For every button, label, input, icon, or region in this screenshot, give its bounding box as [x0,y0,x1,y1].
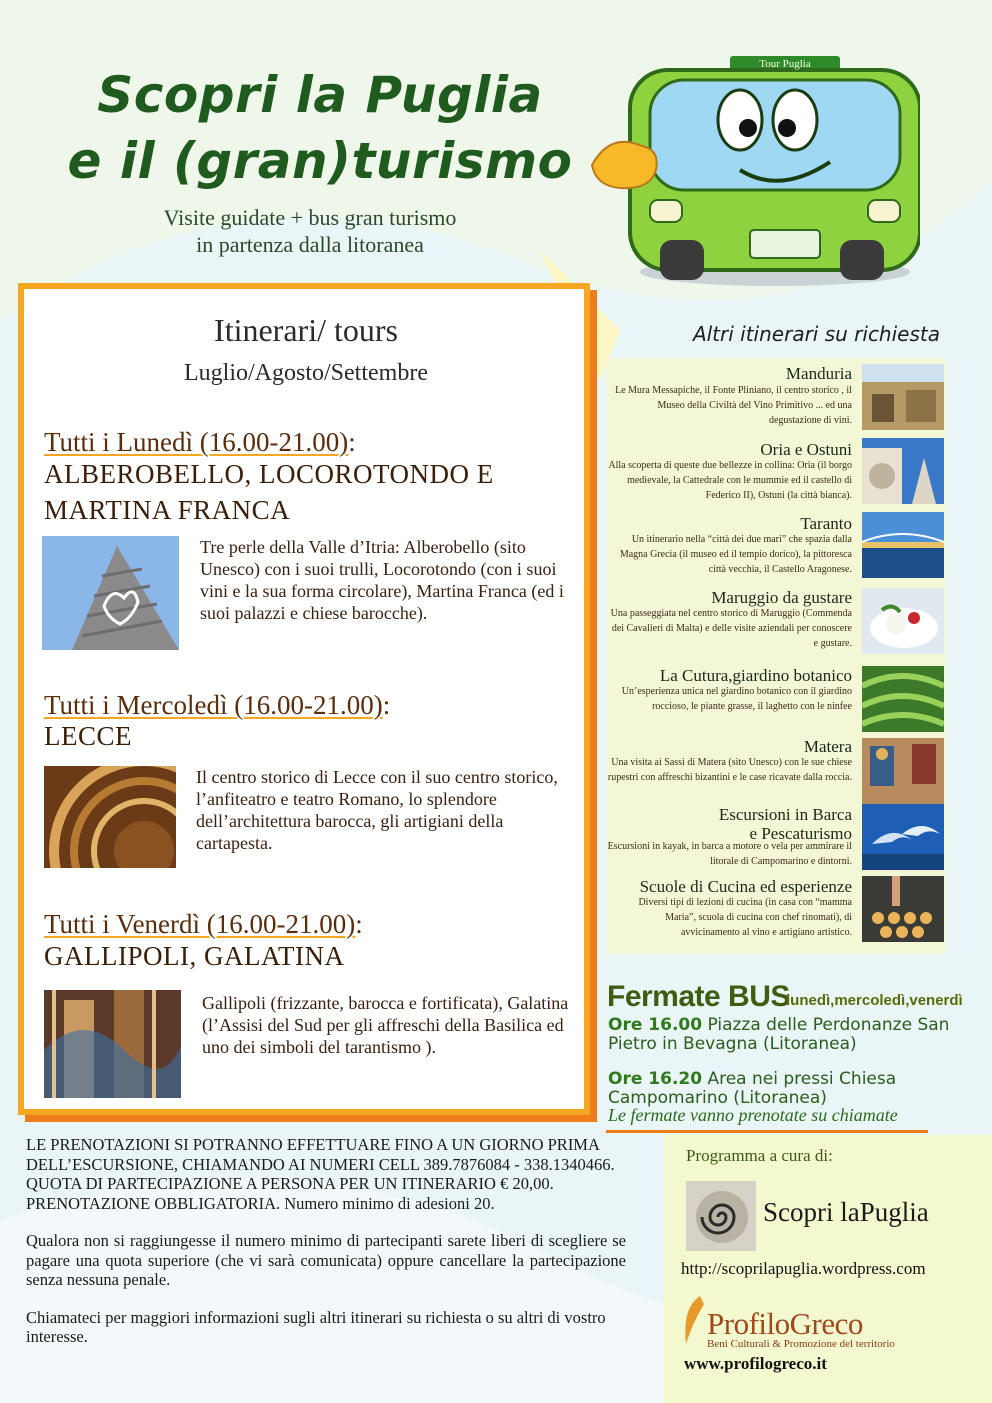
cooking-photo [862,876,944,942]
bus-stop-entry: Ore 16.00 Piazza delle Perdonanze San Pietro in Bevagna (Litoranea) [608,1015,950,1054]
itinerary-title: Taranto [800,514,852,533]
tour-description: Il centro storico di Lecce con il suo centro storico, l’anfiteatro e teatro Romano, lo splendore dell’architettura barocca, gli artigiani della cartapesta. [196,767,558,853]
poster-subtitle: Visite guidate + bus gran turismo in partenza dalla litoranea [163,205,457,257]
tour-description: Tre perle della Valle d’Itria: Alberobello (sito Unesco) con i suoi trulli, Locorotondo (con i suoi vini e la sua forma circolare), Martina Franca (ed i suoi palazzi e chiese barocche). [200,537,564,623]
galatina-basilica-photo [44,990,181,1098]
booking-minimum-note: Qualora non si raggiungesse il numero minimo di partecipanti sarete liberi di scegliere se pagare una quota superiore (che vi sarà comunicata) oppure cancellare la partecipazione senza nessuna penale. [26,1231,626,1289]
itinerary-description: Una passeggiata nel centro storico di Maruggio (Commenda dei Cavalieri di Malta) e delle visite aziendali per conoscere e gustare. [610,608,852,649]
manduria-photo [862,364,944,430]
itinerary-title: Maruggio da gustare [711,588,852,607]
brand-name: Scopri laPuglia [763,1197,929,1227]
matera-fresco-photo [862,738,944,804]
itinerary-description: Diversi tipi di lezioni di cucina (in casa con “mamma Maria”, scuola di cucina con chef rinomati), di avvicinamento al vino e artigiano artistico. [638,897,852,938]
itinerary-description: Alla scoperta di queste due bellezze in collina: Oria (il borgo medievale, la Cattedrale con le mummie ed il castello di Federico II), Ostuni (la città bianca). [608,460,852,501]
tours-months: Luglio/Agosto/Settembre [184,360,428,386]
divider [606,1130,928,1133]
tour-day-heading: Tutti i Venerdì (16.00-21.00): [44,909,363,939]
partner-tagline: Beni Culturali & Promozione del territorio [707,1338,895,1350]
taranto-photo [862,512,944,578]
booking-mandatory: PRENOTAZIONE OBBLIGATORIA. Numero minimo di adesioni 20. [26,1193,495,1213]
tour-destination: LECCE [44,721,132,751]
tours-title: Itinerari/ tours [214,312,398,348]
poster-title: Scopri la Puglia e il (gran)turismo [67,66,573,190]
itinerary-title: Scuole di Cucina ed esperienze [639,877,852,896]
tour-description: Gallipoli (frizzante, barocca e fortificata), Galatina (l’Assisi del Sud per gli affreschi della Basilica ed uno dei simboli del tarantismo ). [202,993,569,1057]
booking-contact-note: Chiamateci per maggiori informazioni sugli altri itinerari su richiesta o su altri di vostro interesse. [26,1307,606,1346]
brand-url[interactable]: http://scoprilapuglia.wordpress.com [681,1259,926,1278]
itinerary-description: Una visita ai Sassi di Matera (sito Unesco) con le sue chiese rupestri con affreschi bizantini e le case ricavate dalla roccia. [607,757,852,783]
trullo-photo [42,536,179,650]
cartoon-bus-illustration [590,50,920,290]
bus-stops-title: Fermate BUS [607,980,790,1013]
itinerary-description: Un itinerario nella “città dei due mari” che spazia dalla Magna Grecia (il museo ed il tempio dorico), la pittoresca città vecchia, il Castello Aragonese. [619,534,852,575]
booking-info [26,1135,626,1365]
bus-stops-days: lunedì,mercoledì,venerdì [786,992,963,1009]
credits-label: Programma a cura di: [686,1146,833,1165]
itinerary-description: Escursioni in kayak, in barca a motore o vela per ammirare il litorale di Campomarino e dintorni. [607,841,852,867]
itinerary-title: Escursioni in Barca e Pescaturismo [718,805,852,843]
maruggio-food-photo [862,588,944,654]
partner-name: ProfiloGreco [707,1306,863,1341]
spiral-logo-icon [686,1181,756,1251]
tour-destination: ALBEROBELLO, LOCOROTONDO E MARTINA FRANCA [44,459,494,525]
itinerary-title: La Cutura,giardino botanico [659,666,852,685]
partner-url[interactable]: www.profilogreco.it [684,1354,827,1373]
lecce-baroque-photo [44,766,176,868]
bus-stop-entry: Ore 16.20 Area nei pressi Chiesa Campomarino (Litoranea) [608,1069,897,1108]
garden-photo [862,666,944,732]
tour-day-heading: Tutti i Mercoledì (16.00-21.00): [44,690,391,720]
bus-sign: Tour Puglia [759,58,811,70]
booking-conditions: LE PRENOTAZIONI SI POTRANNO EFFETTUARE FINO A UN GIORNO PRIMA DELL’ESCURSIONE, CHIAMANDO AI NUMERI CELL 389.7876084 - 338.1340466. QUOTA DI PARTECIPAZIONE A PERSONA PER UN ITINERARIO € 20,00. [26,1135,615,1193]
itinerary-title: Oria e Ostuni [760,440,852,459]
bus-stops-note: Le fermate vanno prenotate su chiamate [608,1105,898,1125]
itinerary-title: Matera [803,737,852,756]
oria-ostuni-photo [862,438,944,504]
tour-destination: GALLIPOLI, GALATINA [44,941,345,971]
dolphins-photo [862,804,944,870]
quill-logo-icon [678,1294,708,1346]
itinerary-description: Le Mura Messapiche, il Fonte Pliniano, il centro storico , il Museo della Civiltà del Vino Primitivo ... ed una degustazione di vini. [615,385,852,426]
itinerary-description: Un’esperienza unica nel giardino botanico con il giardino roccioso, le piante grasse, il laghetto con le ninfee [621,686,852,712]
tour-day-heading: Tutti i Lunedì (16.00-21.00): [44,427,356,457]
itinerary-title: Manduria [785,364,852,383]
other-itineraries-header: Altri itinerari su richiesta [692,322,940,346]
